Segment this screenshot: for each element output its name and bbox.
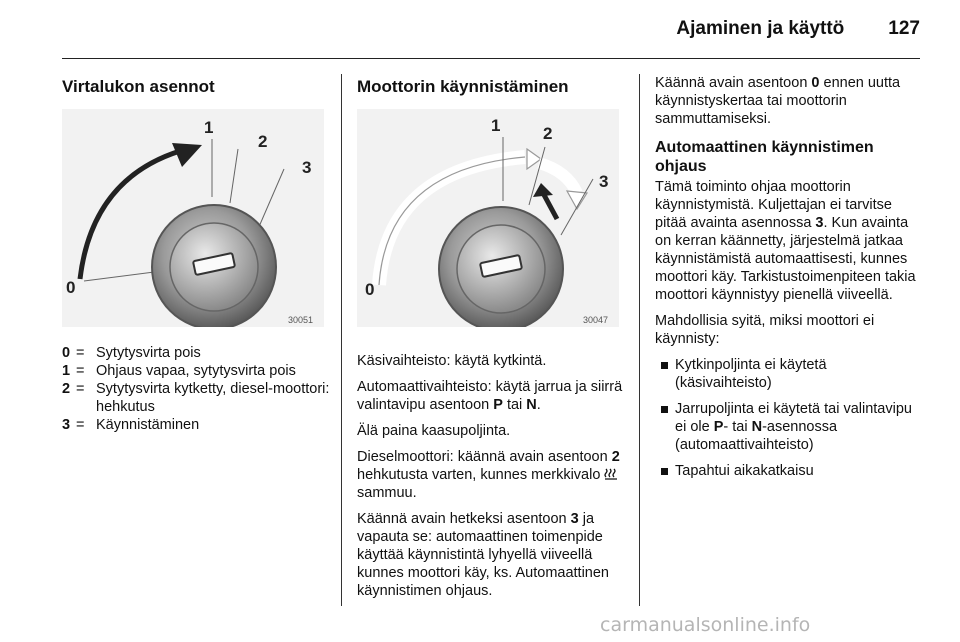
legend-row: 2 = Sytytysvirta kytketty, diesel-moottori: hehkutus	[62, 381, 330, 415]
position-label-3: 3	[599, 172, 609, 191]
paragraph-turn-to-start: Käännä avain hetkeksi asentoon 3 ja vapauta se: automaattinen toimenpide käyttää käynnistintä lyhyellä viiveellä kunnes moottori käy, ks. Automaattinen käynnistimen ohjaus.	[357, 511, 610, 599]
section-heading-starting: Moottorin käynnistäminen	[357, 77, 569, 96]
bullet-square-icon	[661, 468, 668, 475]
legend-row: 3 = Käynnistäminen	[62, 417, 200, 433]
section-heading-ignition: Virtalukon asennot	[62, 77, 215, 96]
ignition-legend	[62, 344, 332, 434]
page-header	[0, 18, 920, 48]
column-ignition-positions	[62, 74, 332, 434]
paragraph-automatic-starter-description: Tämä toiminto ohjaa moottorin käynnistymistä. Kuljettajan ei tarvitse pitää avainta asennossa 3. Kun avainta on kerran käännetty, järjestelmä jatkaa käynnistämistä automaattisesti, kunnes moottori käy. Tarkistustoimenpiteen takia moottori käynnistyy pienellä viiveellä.	[655, 179, 916, 303]
legend-row: 0 = Sytytysvirta pois	[62, 345, 201, 361]
paragraph-diesel: Dieselmoottori: käännä avain asentoon 2 hehkutusta varten, kunnes merkkivalo sammuu.	[357, 449, 620, 501]
ignition-lock-figure	[62, 109, 324, 327]
header-rule	[62, 58, 920, 59]
list-item: Jarrupoljinta ei käytetä tai valintavipu ei ole P- tai N-asennossa (automaattivaihteisto)	[655, 400, 925, 454]
starting-key-figure	[357, 109, 619, 327]
column-starting-engine	[357, 74, 625, 608]
bullet-square-icon	[661, 406, 668, 413]
watermark: carmanualsonline.info	[600, 614, 811, 636]
column-divider-2	[639, 74, 640, 606]
position-label-3: 3	[302, 158, 312, 177]
paragraph-no-accelerator: Älä paina kaasupoljinta.	[357, 423, 511, 439]
position-label-2: 2	[543, 124, 553, 143]
list-item: Kytkinpoljinta ei käytetä (käsivaihteisto)	[655, 356, 925, 392]
column-divider-1	[341, 74, 342, 606]
section-heading-automatic-starter: Automaattinen käynnistimen ohjaus	[655, 139, 874, 175]
position-label-1: 1	[491, 116, 501, 135]
list-item: Tapahtui aikakatkaisu	[655, 462, 925, 480]
paragraph-automatic-transmission: Automaattivaihteisto: käytä jarrua ja siirrä valintavipu asentoon P tai N.	[357, 379, 623, 413]
figure-id: 30051	[288, 315, 314, 325]
figure-id: 30047	[583, 315, 609, 325]
page-number: 127	[888, 18, 920, 39]
causes-list	[655, 356, 925, 480]
column-automatic-starter	[655, 74, 925, 488]
position-label-1: 1	[204, 118, 214, 137]
paragraph-manual-transmission: Käsivaihteisto: käytä kytkintä.	[357, 353, 547, 369]
position-label-0: 0	[365, 280, 375, 299]
position-label-0: 0	[66, 278, 76, 297]
legend-row: 1 = Ohjaus vapaa, sytytysvirta pois	[62, 363, 296, 379]
paragraph-possible-causes: Mahdollisia syitä, miksi moottori ei käynnisty:	[655, 313, 875, 347]
chapter-title: Ajaminen ja käyttö	[676, 18, 845, 39]
glow-plug-icon	[604, 467, 618, 481]
position-label-2: 2	[258, 132, 268, 151]
paragraph-turn-to-zero: Käännä avain asentoon 0 ennen uutta käynnistyskertaa tai moottorin sammuttamiseksi.	[655, 75, 901, 127]
bullet-square-icon	[661, 362, 668, 369]
